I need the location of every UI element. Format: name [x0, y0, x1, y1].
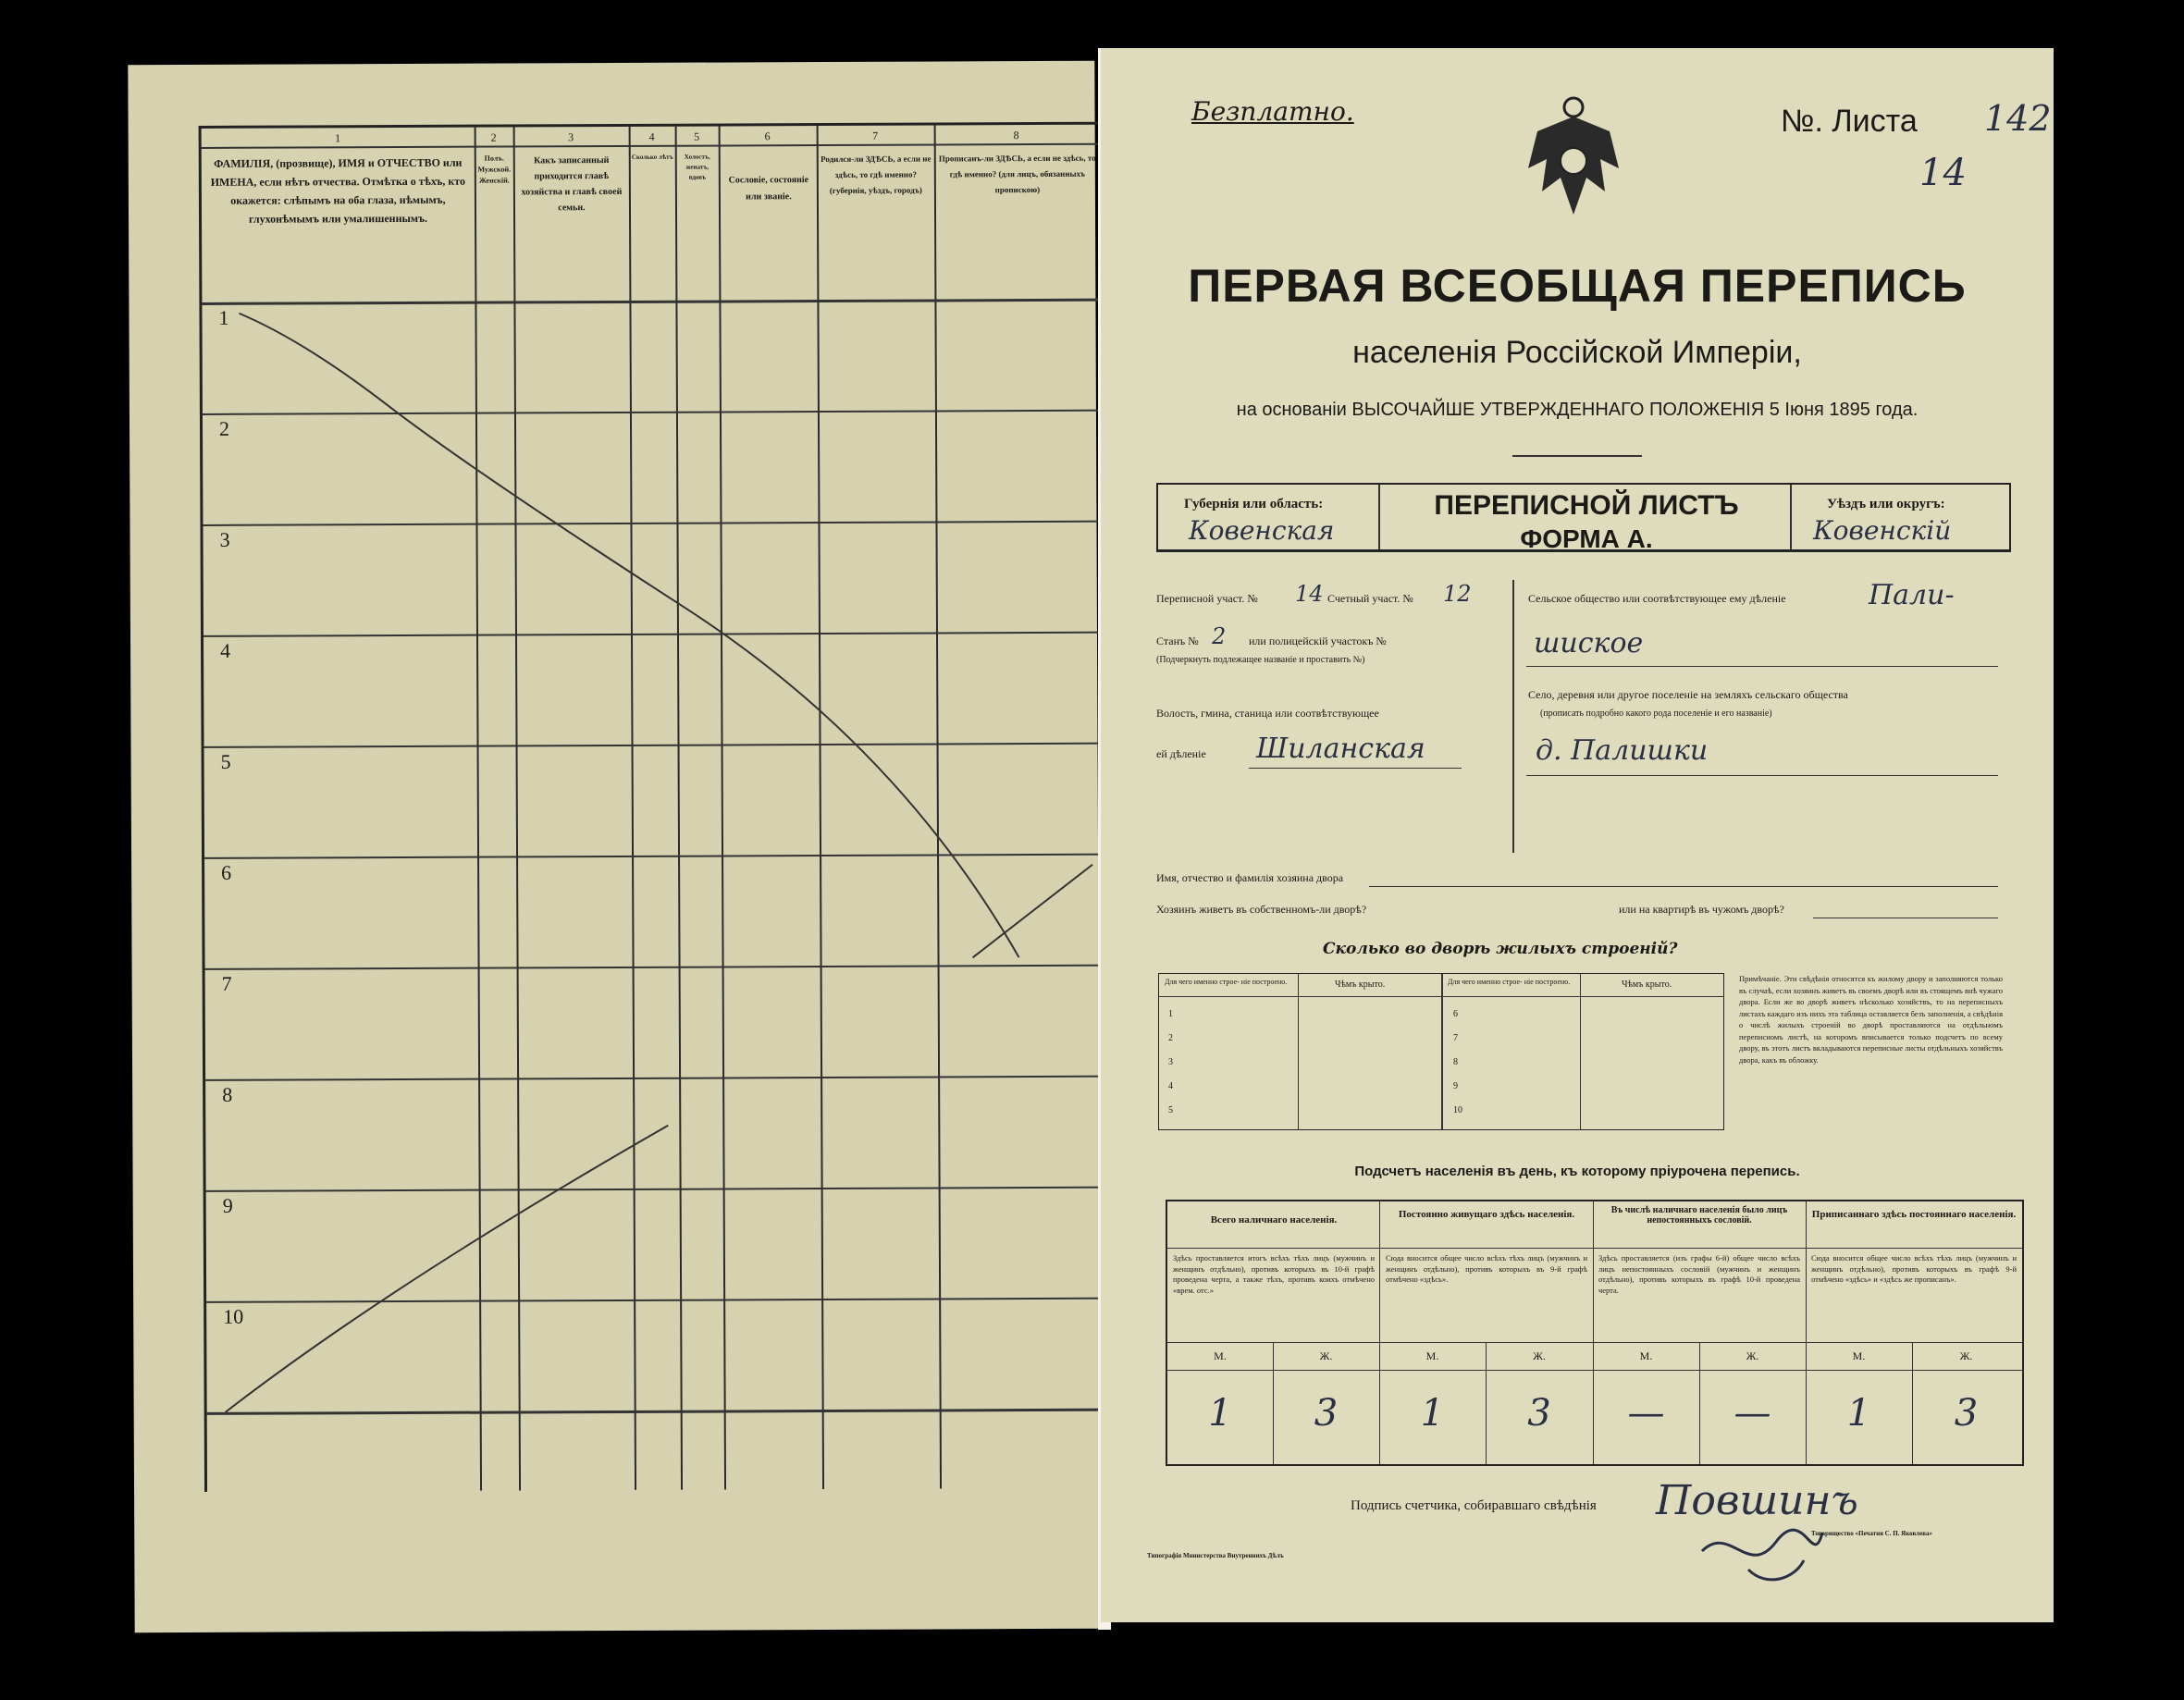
row-number: 9: [222, 1193, 233, 1217]
settlement-note: (прописать подробно какого рода поселеніе и его названіе): [1540, 708, 1772, 719]
fill-line: [1526, 666, 1998, 667]
owner-label: Имя, отчество и фамилія хозяина двора: [1156, 871, 1344, 884]
table-divider: [1167, 1248, 2022, 1249]
table-divider: [1159, 996, 1723, 997]
row-number: 10: [223, 1304, 244, 1328]
sex-label: Ж.: [1319, 1349, 1333, 1362]
row-number: 2: [218, 416, 230, 440]
sex-label: М.: [1425, 1349, 1439, 1362]
sex-label: Ж.: [1959, 1349, 1973, 1362]
buildings-row-number: 7: [1453, 1033, 1458, 1043]
row-number: 1: [218, 305, 229, 329]
column-number: 4: [648, 129, 655, 143]
count-value: —: [1627, 1392, 1665, 1435]
buildings-header-roof: Чѣмъ крыто.: [1622, 979, 1672, 990]
column-number: 1: [335, 131, 341, 145]
fill-line: [1526, 775, 1998, 776]
count-value: 3: [1954, 1392, 1979, 1435]
village-society-value-2: шиское: [1534, 627, 1644, 659]
page-subtitle: населенія Россійской Имперіи,: [1352, 335, 1802, 370]
stan-label: Станъ №: [1156, 634, 1199, 647]
census-entries-table: [199, 122, 1109, 1492]
cross-out-strokes: [202, 125, 1109, 1492]
form-header-divider: [1790, 485, 1792, 549]
settlement-label: Село, деревня или другое поселеніе на земляхъ сельскаго общества: [1528, 688, 1848, 701]
sex-label: М.: [1639, 1349, 1653, 1362]
signature-flourish: [1693, 1514, 1832, 1588]
count-header-total: Всего наличнаго населенія.: [1210, 1214, 1338, 1226]
count-description: Здѣсь проставляется (изъ графы 6-й) общее число всѣхъ лицъ непостоянныхъ сословій (мужчинъ и женщинъ отдѣльно), противъ которыхъ въ графѣ 10-й проведена черта.: [1598, 1253, 1800, 1295]
buildings-note: Примѣчаніе. Эти свѣдѣнія относятся къ жилому двору и заполняются только въ случаѣ, если хозяинъ живетъ въ своемъ дворѣ или въ стоящемъ внѣ чужаго двора. Если же во дворѣ живетъ нѣсколько хозяйствъ, то на переписныхъ листахъ каждаго изъ нихъ эта таблица оставляется безъ заполненія, а свѣдѣнія о числѣ жилыхъ строеній во дворѣ проставляются на отдѣльномъ переписномъ листѣ, на которомъ вписывается только подсчетъ по всему двору, въ этотъ листъ вкладываются переписные листы отдѣльныхъ хозяйствъ двора, какъ въ обложку.: [1739, 974, 2003, 1065]
population-count-table: [1166, 1200, 2024, 1466]
census-section-value: 14: [1295, 581, 1324, 607]
sheet-number-second: 14: [1919, 152, 1967, 194]
count-section-value: 12: [1443, 581, 1472, 607]
buildings-row-number: 10: [1453, 1105, 1462, 1115]
buildings-question: Сколько во дворѣ жилыхъ строеній?: [1323, 940, 1678, 958]
volost-label: Волость, гмина, станица или соотвѣтствующее: [1156, 707, 1379, 720]
count-value: 1: [1208, 1392, 1232, 1435]
village-society-value: Пали-: [1869, 579, 1955, 611]
column-number: 3: [568, 130, 574, 144]
fill-line: [1249, 768, 1462, 769]
owner-lives-label: Хозяинъ живетъ въ собственномъ-ли дворѣ?: [1156, 903, 1367, 916]
volost-value: Шиланская: [1256, 733, 1425, 765]
count-description: Сюда вносится общее число всѣхъ тѣхъ лицъ (мужчинъ и женщинъ отдѣльно), противъ которыхъ въ 9-й графѣ отмѣчено «здѣсь».: [1386, 1253, 1587, 1284]
column-number: 5: [694, 129, 700, 143]
stan-note: (Подчеркнуть подлежащее названіе и проставить №): [1156, 655, 1365, 665]
column-header-marital: Холостъ, женатъ, вдовъ: [684, 153, 710, 181]
form-title: ПЕРЕПИСНОЙ ЛИСТЪ: [1434, 490, 1739, 521]
count-section-label: Счетный участ. №: [1327, 592, 1413, 605]
count-value: 3: [1527, 1392, 1551, 1435]
fill-line: [1369, 886, 1998, 887]
row-number: 7: [221, 971, 232, 995]
count-value: 1: [1420, 1392, 1445, 1435]
signature-label: Подпись счетчика, собиравшаго свѣдѣнія: [1351, 1498, 1597, 1513]
row-number: 5: [220, 749, 231, 773]
sheet-number-handwritten: 142: [1984, 98, 2052, 139]
ornament-divider: [1512, 455, 1642, 457]
column-header-estate: Сословіе, состояніе или званіе.: [728, 175, 809, 203]
left-page: [128, 61, 1101, 1633]
table-divider: [1580, 974, 1581, 1129]
sheet-number-label: №. Листа: [1781, 104, 1918, 139]
census-basis: на основаніи ВЫСОЧАЙШЕ УТВЕРЖДЕННАГО ПОЛОЖЕНІЯ 5 Іюня 1895 года.: [1236, 400, 1919, 420]
column-number: 8: [1013, 129, 1019, 142]
free-label: Безплатно.: [1191, 96, 1354, 127]
sex-label: Ж.: [1746, 1349, 1759, 1362]
census-section-label: Переписной участ. №: [1156, 592, 1258, 605]
buildings-row-number: 8: [1453, 1057, 1458, 1067]
printer-left: Типографія Министерства Внутреннихъ Дѣлъ: [1147, 1552, 1284, 1559]
buildings-row-number: 4: [1168, 1081, 1173, 1091]
buildings-header-purpose: Для чего именно строе- ніе построено.: [1165, 978, 1288, 986]
count-header-nonpermanent: Въ числѣ наличнаго населенія было лицъ непостоянныхъ сословій.: [1610, 1205, 1788, 1226]
form-subtitle: ФОРМА А.: [1520, 524, 1653, 553]
count-title: Подсчетъ населенія въ день, къ которому пріурочена перепись.: [1354, 1164, 1800, 1179]
settlement-value: д. Палишки: [1536, 734, 1709, 767]
count-value: 1: [1846, 1392, 1871, 1435]
row-number: 8: [222, 1082, 233, 1106]
buildings-row-number: 3: [1168, 1057, 1173, 1067]
column-number: 2: [490, 130, 497, 144]
table-divider: [1441, 974, 1443, 1129]
printer-right: Товарищество «Печатня С. П. Яковлева»: [1811, 1530, 1932, 1537]
buildings-row-number: 9: [1453, 1081, 1458, 1091]
buildings-row-number: 2: [1168, 1033, 1173, 1043]
count-description: Здѣсь проставляется итогъ всѣхъ тѣхъ лицъ (мужчинъ и женщинъ отдѣльно), противъ которыхъ въ 10-й графѣ проведена черта, а также тѣхъ, противъ коихъ отмѣчено «врем. отс.»: [1173, 1253, 1375, 1295]
row-number: 6: [221, 860, 232, 884]
buildings-row-number: 5: [1168, 1105, 1173, 1115]
column-header-relation: Какъ записанный приходится главѣ хозяйства и главѣ своей семьи.: [521, 155, 623, 214]
buildings-header-roof: Чѣмъ крыто.: [1335, 979, 1386, 990]
stan-value: 2: [1212, 623, 1227, 649]
signature: Повшинъ: [1656, 1477, 1858, 1524]
column-header-name: ФАМИЛІЯ, (прозвище), ИМЯ и ОТЧЕСТВО или ИМЕНА, если нѣтъ отчества. Отмѣтка о тѣхъ, кто окажется: слѣпымъ на оба глаза, нѣмымъ, глухонѣмымъ или умалишеннымъ.: [210, 155, 466, 226]
column-header-birthplace: Родился-ли ЗДѢСЬ, а если не здѣсь, то гдѣ именно? (губернія, уѣздъ, городъ): [821, 154, 932, 195]
right-page: [1101, 48, 2054, 1622]
count-value: —: [1734, 1392, 1771, 1435]
column-number: 7: [872, 129, 879, 142]
table-divider: [1298, 974, 1299, 1129]
column-header-age: Сколько лѣтъ: [631, 153, 673, 161]
column-header-sex: Полъ. Мужской. Женскій.: [477, 154, 512, 185]
buildings-row-number: 6: [1453, 1009, 1458, 1019]
sex-label: Ж.: [1533, 1349, 1546, 1362]
address-divider: [1512, 580, 1514, 853]
buildings-header-purpose: Для чего именно строе- ніе построено.: [1448, 978, 1571, 986]
row-number: 3: [219, 527, 230, 551]
province-label: Губернія или область:: [1184, 497, 1324, 511]
buildings-row-number: 1: [1168, 1009, 1173, 1019]
volost-label-2: ей дѣленіе: [1156, 747, 1206, 760]
apartment-label: или на квартирѣ въ чужомъ дворѣ?: [1619, 903, 1784, 916]
count-value: 3: [1314, 1392, 1339, 1435]
count-header-permanent: Постоянно живущаго здѣсь населенія.: [1398, 1209, 1575, 1220]
sex-label: М.: [1214, 1349, 1227, 1362]
column-number: 6: [764, 129, 771, 143]
district-label: Уѣздъ или округъ:: [1827, 497, 1945, 511]
table-divider: [1167, 1342, 2022, 1343]
imperial-eagle-icon: [1519, 94, 1628, 224]
village-society-label: Сельское общество или соотвѣтствующее ему дѣленіе: [1528, 592, 1786, 605]
table-divider: [1167, 1370, 2022, 1371]
sex-label: М.: [1852, 1349, 1866, 1362]
province-value: Ковенская: [1189, 515, 1335, 546]
column-header-registration: Прописанъ-ли ЗДѢСЬ, а если не здѣсь, то гдѣ именно? (для лицъ, обязанныхъ пропискою): [938, 153, 1096, 195]
form-header-divider: [1378, 485, 1380, 549]
police-label: или полицейскій участокъ №: [1249, 634, 1387, 647]
count-header-registered: Приписаннаго здѣсь постояннаго населенія.: [1811, 1209, 2017, 1220]
buildings-table: [1158, 973, 1724, 1130]
count-description: Сюда вносится общее число всѣхъ тѣхъ лицъ (мужчинъ и женщинъ отдѣльно), противъ которыхъ въ графѣ 9-й отмѣчено «здѣсь» и «здѣсь же прописанъ».: [1811, 1253, 2017, 1284]
district-value: Ковенскій: [1813, 515, 1952, 546]
page-title: ПЕРВАЯ ВСЕОБЩАЯ ПЕРЕПИСЬ: [1188, 260, 1967, 312]
row-number: 4: [220, 638, 231, 662]
